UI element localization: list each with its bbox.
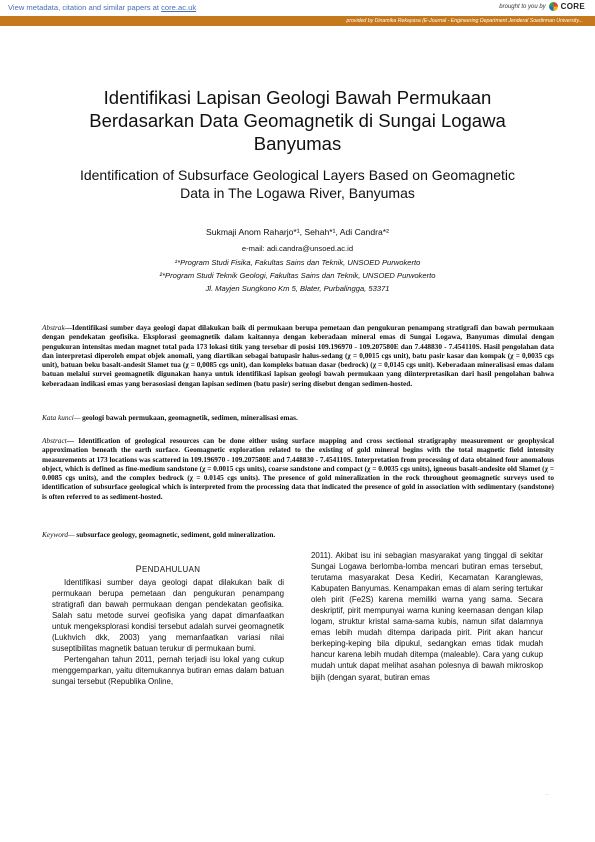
section-heading-pendahuluan <box>52 564 284 574</box>
right-column <box>311 550 543 683</box>
authors: Sukmaji Anom Raharjo*¹, Sehah*¹, Adi Candra*² <box>206 227 389 237</box>
title-en-line: Identification of Subsurface Geological Layers Based on Geomagnetic <box>79 167 516 183</box>
title-indonesian <box>40 86 555 155</box>
core-brand[interactable] <box>499 2 585 11</box>
abstract-body: — Identification of geological resources can be done either using surface mapping and cross sectional stratigraphy measurement or geophysical approximation beneath the earth surface. Geomagnetic exploration related to the existing of gold mineral begins with the total magnetic field intensity measurements at 173 locations was scattered in 109.196970 - 109.207580E and 7.448830 - 7.454110S. Interpretation from processing of data obtained four anomalous object, which is defined as fine-medium sandstone (χ = 0.0015 cgs units), coarse sandstone and compact (χ = 0.0035 cgs units), igneous basalt-andesite old Slamet (χ = 0.0085 cgs units), and the complex bedrock (χ = 0.0145 cgs units). The presence of gold mineralization in the rock throughout geomagnetic surveys used to identification of subsurface geological which is interpreted from the processing data that indicated the presence of gold in association with sedimentary (sandstone) is often referred to as sediment-hosted. <box>42 436 554 501</box>
heading-initial: P <box>135 564 143 574</box>
brought-by-text: brought to you by <box>499 3 546 10</box>
title-id-line: Berdasarkan Data Geomagnetik di Sungai Logawa <box>89 110 506 131</box>
abstrak-label: Abstrak <box>42 323 65 332</box>
left-column <box>52 577 284 687</box>
abstract-label: Abstract <box>42 436 67 445</box>
core-topbar <box>0 0 595 15</box>
kata-kunci-label: Kata kunci— <box>42 413 81 422</box>
affiliation-physics: ¹*Program Studi Fisika, Fakultas Sains dan Teknik, UNSOED Purwokerto <box>174 258 421 267</box>
paragraph: Identifikasi sumber daya geologi dapat dilakukan baik di permukaan berupa pemetaan dan pengukuran penampang stratigrafi dan bawah permukaan dengan pendekatan geofisika. Salah satu metode survei geofisika yang dapat dimanfaatkan untuk mengeksplorasi kondisi tersebut adalah survei geomagnetik (Lukhvich dkk, 2003) yang memanfaatkan variasi nilai suseptibilitas magnetik batuan terukur di permukaan bumi. <box>52 578 284 654</box>
provided-by-bar[interactable]: provided by Dinamika Rekayasa (E-Journal - Engineering Department Jenderal Soedirman University... <box>0 16 595 26</box>
paragraph: Pertengahan tahun 2011, pernah terjadi isu lokal yang cukup menggemparkan, yaitu ditemukannya butiran emas dalam batuan sungai tersebut (Republika Online, <box>52 655 284 687</box>
kata-kunci <box>42 413 554 422</box>
keywords <box>42 530 554 539</box>
core-logo-icon <box>549 2 558 11</box>
title-id-line: Identifikasi Lapisan Geologi Bawah Permukaan <box>103 87 492 108</box>
affiliation-geology: ²*Program Studi Teknik Geologi, Fakultas Sains dan Teknik, UNSOED Purwokerto <box>159 271 436 280</box>
core-metadata-notice <box>8 3 196 12</box>
title-en-line: Data in The Logawa River, Banyumas <box>180 185 415 201</box>
core-metadata-text: View metadata, citation and similar papers at <box>8 3 162 12</box>
abstrak-body: —Identifikasi sumber daya geologi dapat dilakukan baik di permukaan berupa pemetaan dan pengukuran penampang stratigrafi dan bawah permukaan dengan pendekatan geofisika. Eksplorasi geomagnetik dalam kaitannya dengan keberadaan mineral emas di Sungai Logawa, Banyumas dimulai dengan pengukuran intensitas medan magnet total pada 173 lokasi titik yang tersebar di posisi 109.196970 - 109.207580E dan 7.448830 - 7.454110S. Hasil pengolahan data dan interpretasi diperoleh empat objek anomali, yang diartikan sebagai batupasir halus-sedang (χ = 0,0015 cgs unit), batu pasir kasar dan kompak (χ = 0,0035 cgs unit), batuan beku basalt-andesit Slamet tua (χ = 0,0085 cgs unit), dan kompleks batuan dasar (bedrock) (χ = 0,0145 cgs unit). Keberadaan mineralisasi emas dalam batuan melalui survei geomagnetik digunakan hanya untuk identifikasi lapisan geologi bawah permukaan yang diinterpretasikan dari hasil pengolahan bahwa keberadaan indikasi emas yang berasosiasi dengan lapisan sedimen (batu pasir) sering disebut dengan sedimen-hosted. <box>42 323 554 388</box>
heading-rest: ENDAHULUAN <box>142 565 201 574</box>
paragraph: 2011). Akibat isu ini sebagian masyarakat yang tinggal di sekitar Sungai Logawa berlomba-lomba mencari butiran emas tersebut, terutama masyarakat Desa Kediri, Kecamatan Karanglewas, Kabupaten Banyumas. Kenampakan emas di alam sering tertukar oleh pirit (Fe2S) karena memiliki warna yang sama. Secara deskriptif, pirit mempunyai warna kuning keemasan dengan kilap logam, struktur kristal sama-sama kubis, namun sifat dalamnya emas lebih mudah ditempa daripada pirit. Pirit akan hancur berkeping-keping bila dipukul, sedangkan emas tidak mudah hancur karena lebih mudah ditempa (maleable). Cara yang cukup mudah untuk dapat melihat asahan polesnya di bawah mikroskop bijih (dengan syarat, butiran emas <box>311 551 543 682</box>
abstract-english <box>42 436 554 501</box>
title-english <box>40 166 555 202</box>
keyword-body: subsurface geology, geomagnetic, sediment, gold mineralization. <box>74 530 276 539</box>
kata-kunci-body: geologi bawah permukaan, geomagnetik, sedimen, mineralisasi emas. <box>80 413 298 422</box>
page-mark: — <box>545 791 549 796</box>
contact-email: e-mail: adi.candra@unsoed.ac.id <box>241 244 354 253</box>
core-label: CORE <box>560 2 585 11</box>
keyword-label: Keyword— <box>42 530 75 539</box>
affiliation-address: Jl. Mayjen Sungkono Km 5, Blater, Purbalingga, 53371 <box>205 284 390 293</box>
core-link[interactable]: core.ac.uk <box>161 3 197 12</box>
title-id-line: Banyumas <box>253 133 342 154</box>
abstrak-indonesian <box>42 323 554 388</box>
